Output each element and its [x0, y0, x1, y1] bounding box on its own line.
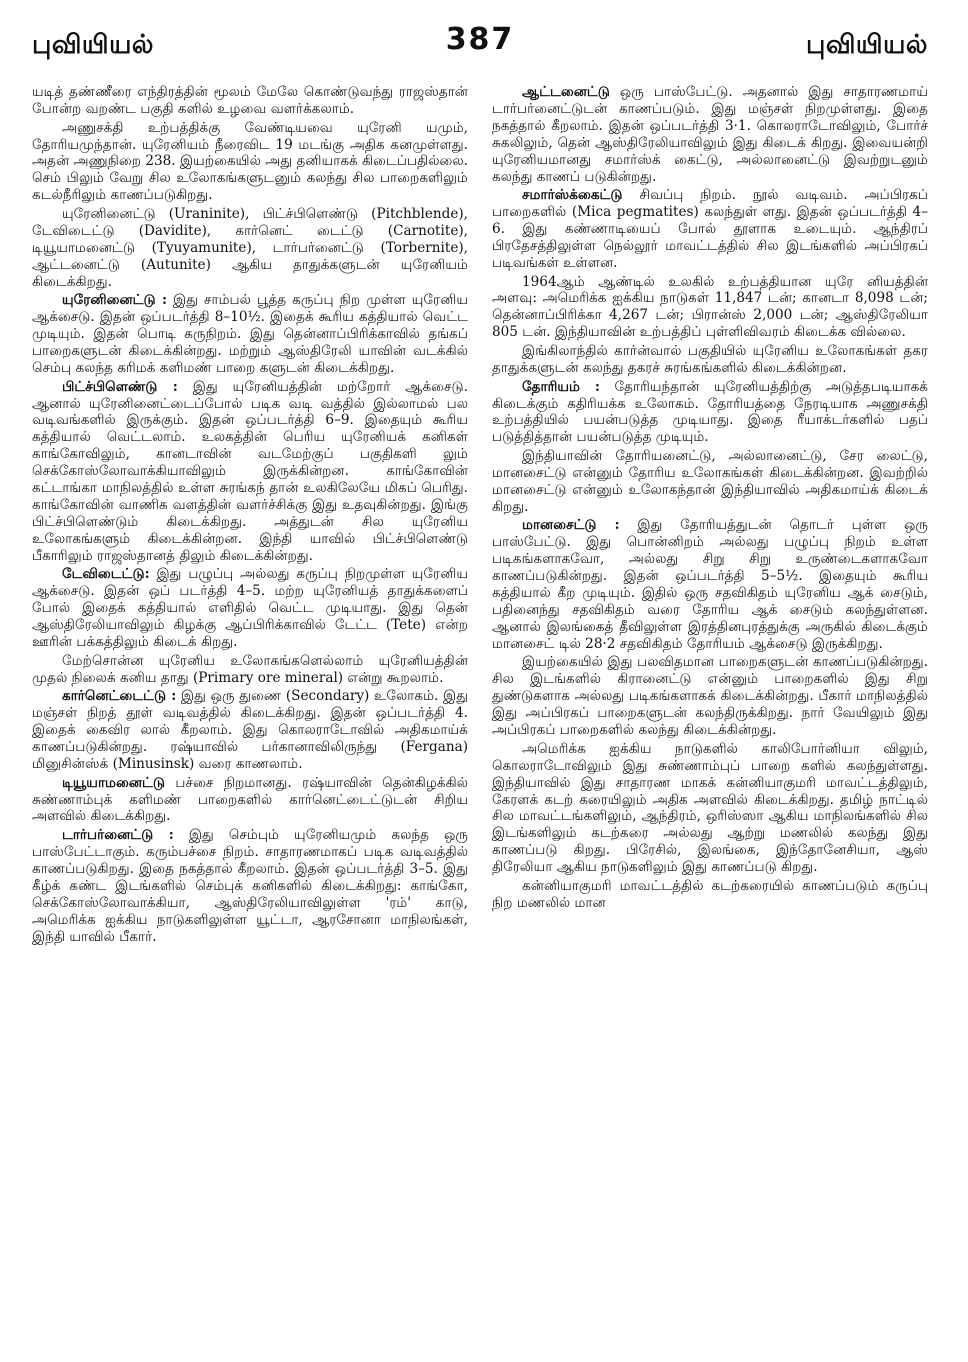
entry-term: மானசைட்டு :	[522, 517, 620, 534]
paragraph-text: இங்கிலாந்தில் கார்ன்வால் பகுதியில் யுரேனிய உலோகங்கள் தகர தாதுக்களுடன் கலந்து தகரச் சுரங்கங்களில் கிடைக்கின்றன.	[492, 342, 928, 376]
entry-term: கார்னெட்டைட்டு :	[62, 688, 177, 705]
paragraph	[492, 187, 928, 272]
entry-term: யுரேனினைட்டு :	[62, 292, 168, 309]
entry-term: தோரியம் :	[522, 378, 600, 395]
paragraph-text: இது செம்பும் யுரேனியமும் கலந்த ஒரு பாஸ்பேட்டாகும். கரும்பச்சை நிறம். சாதாரணமாகப் படிக வடிவத்தில் காணப்படுகிறது. இதை நகத்தால் கீறலாம். இதன் ஒப்படர்த்தி 3–5. இது கீழ்க் கண்ட இடங்களில் செம்புக் கனிகளில் கிடைக்கிறது: காங்கோ, செக்கோஸ்லோவாக்கியா, ஆஸ்திரேலியாவிலுள்ள 'ரம்' காடு, அமெரிக்க ஐக்கிய நாடுகளிலுள்ள யூட்டா, ஆரசோனா மாநிலங்கள், இந்தி யாவில் பீகார்.	[32, 827, 468, 945]
text-columns	[32, 84, 928, 1344]
paragraph-text: இயற்கையில் இது பலவிதமான பாறைகளுடன் காணப்படுகின்றது. சில இடங்களில் கிரானைட்டு என்னும் பாறைகளில் இது சிறு துண்டுகளாக அல்லது படிகங்களாகக் கிடைக்கின்றது. பீகார் மாநிலத்தில் இது அப்பிரகப் பாறைகளுடன் கலந்திருக்கிறது. நார் வேயிலும் இது அப்பிரகப் பாறைகளில் கலந்து கிடைக்கின்றது.	[492, 654, 928, 739]
paragraph-text: இது சாம்பல் பூத்த கருப்பு நிற முள்ள யுரேனிய ஆக்சைடு. இதன் ஒப்படர்த்தி 8–10½. இதைக் கூரிய கத்தியால் வெட்ட முடியும். இதன் பொடி கருநிறம். இது தென்னாப்பிரிக்காவில் தங்கப் பாறைகளுடன் கிடைக்கின்றது. மற்றும் ஆஸ்திரேலி யாவின் வடக்கில் செம்பு கலந்த கரிமக் களிமண் பாறை களுடன் கிடைக்கிறது.	[32, 292, 468, 376]
entry-term: டார்பர்னைட்டு :	[62, 827, 174, 844]
paragraph-text: பச்சை நிறமானது. ரஷ்யாவின் தென்கிழக்கில் சுண்ணாம்புக் களிமண் பாறைகளில் கார்னெட்டைட்டுடன் சிறிய அளவில் கிடைக்கிறது.	[32, 774, 468, 825]
entry-term: டியூயாமனைட்டு	[62, 774, 165, 791]
paragraph-text: சிவப்பு நிறம். நூல் வடிவம். அப்பிரகப் பாறைகளில் (Mica pegmatites) கலந்துள் ளது. இதன் ஒப்படர்த்தி 4–6. இது கண்ணாடியைப் போல் தூளாக உடையும். ஆந்திரப் பிரதேசத்திலுள்ள நெல்லூர் மாவட்டத்தில் சில இடங்களில் அப்பிரகப் படிவங்கள் உள்ளன.	[492, 187, 928, 271]
paragraph	[492, 274, 928, 342]
paragraph	[492, 517, 928, 652]
paragraph-text: கன்னியாகுமரி மாவட்டத்தில் கடற்கரையில் காணப்படும் கருப்பு நிற மணலில் மான	[492, 877, 928, 911]
paragraph-text: இது யுரேனியத்தின் மற்றோர் ஆக்சைடு. ஆனால் யுரேனினைட்டைப்போல் படிக வடி வத்தில் இல்லாமல் பல வடிவங்களில் இருக்கும். இதன் ஒப்படர்த்தி 6–9. இதையும் கூரிய கத்தியால் வெட்டலாம். உலகத்தின் பெரிய யுரேனியக் கனிகள் காங்கோவிலும், கானடாவின் வடமேற்குப் பகுதிகளி லும் செக்கோஸ்லோவாக்கியாவிலும் இருக்கின்றன. காங்கோவின் கட்டாங்கா மாநிலத்தில் உள்ள சுரங்கந் தான் உலகிலேயே மிகப் பெரிது. காங்கோவின் வாணிக வளத்தின் வளர்ச்சிக்கு இது உதவுகின்றது. இங்கு பிட்ச்பிளெண்டும் கிடைக்கிறது. அத்துடன் சில யுரேனிய உலோகங்களும் கிடைக்கின்றன. இந்தி யாவில் பிட்ச்பிளெண்டு பீகாரிலும் ராஜஸ்தானத் திலும் கிடைக்கின்றது.	[32, 378, 468, 564]
paragraph-text: இது தோரியத்துடன் தொடர் புள்ள ஒரு பாஸ்பேட்டு. இது பொன்னிறம் அல்லது பழுப்பு நிறம் உள்ள படிகங்களாகவோ, அல்லது சிறு சிறு உருண்டைகளாகவோ காணப்படுகின்றது. இதன் ஒப்படர்த்தி 5–5½. இதையும் கூரிய கத்தியால் கீற முடியும். இதில் ஒரு சதவிகிதம் யுரேனிய ஆக் சைடும், பதினைந்து சதவிகிதம் வரை தோரிய ஆக் சைடும் கலந்துள்ளன. ஆனால் இலங்கைத் தீவிலுள்ள இரத்தினபுரத்துக்கு அருகில் கிடைக்கும் மானசைட் டில் 28·2 சதவிகிதம் தோரியம் ஆக்சைடு இருக்கிறது.	[492, 517, 928, 652]
left-column	[32, 84, 468, 1344]
paragraph-text: யடித் தண்ணீரை எந்திரத்தின் மூலம் மேலே கொண்டுவந்து ராஜஸ்தான் போன்ற வறண்ட பகுதி களில் உழவை வளர்க்கலாம்.	[32, 84, 468, 117]
paragraph	[492, 379, 928, 447]
paragraph	[32, 379, 468, 565]
paragraph	[492, 654, 928, 739]
paragraph	[492, 84, 928, 185]
paragraph-text: அணுசக்தி உற்பத்திக்கு வேண்டியவை யுரேனி யமும், தோரியமுந்தான். யுரேனியம் நீரைவிட 19 மடங்கு அதிக கனமுள்ளது. அதன் அணுநிறை 238. இயற்கையில் அது தனியாகக் கிடைப்பதில்லை. செம் பிலும் வேறு சில உலோகங்களுடனும் கலந்து சில பாறைகளிலும் கடல்நீரிலும் காணப்படுகிறது.	[32, 119, 468, 204]
paragraph-text: ஒரு பாஸ்பேட்டு. அதனால் இது சாதாரணமாய் டார்பர்னைட்டுடன் காணப்படும். இது மஞ்சள் நிறமுள்ளது. இதை நகத்தால் கீறலாம். இதன் ஒப்படர்த்தி 3·1. கொலராடோவிலும், போர்ச் சுகலிலும், தென் ஆஸ்திரேலியாவிலும் இது கிடைக் கிறது. இவையன்றி யுரேனியமானது சமார்ஸ்க் கைட்டு, அல்லானைட்டு இவற்றுடனும் கலந்து காணப் படுகின்றது.	[492, 84, 928, 185]
running-title-left: புவியியல்	[32, 30, 154, 60]
paragraph	[32, 827, 468, 945]
paragraph-text: 1964ஆம் ஆண்டில் உலகில் உற்பத்தியான யுரே னியத்தின் அளவு: அமெரிக்க ஐக்கிய நாடுகள் 11,847 டன்; கானடா 8,098 டன்; தென்னாப்பிரிக்கா 4,267 டன்; பிரான்ஸ் 2,000 டன்; ஆஸ்திரேலியா 805 டன். இந்தியாவின் உற்பத்திப் புள்ளிவிவரம் கிடைக்க வில்லை.	[492, 273, 928, 341]
running-title-right: புவியியல்	[806, 30, 928, 60]
paragraph	[32, 206, 468, 291]
paragraph	[492, 448, 928, 516]
paragraph	[492, 878, 928, 912]
paragraph-text: தோரியந்தான் யுரேனியத்திற்கு அடுத்தபடியாகக் கிடைக்கும் கதிரியக்க உலோகம். தோரியத்தை நேரடியாக அணுசக்தி உற்பத்தியில் பயன்படுத்த முடியாது. இதை ரீயாக்டர்களில் பதப் படுத்தித்தான் பயன்படுத்த முடியும்.	[492, 378, 928, 446]
paragraph	[32, 688, 468, 773]
page-header	[32, 22, 928, 62]
right-column	[492, 84, 928, 1344]
paragraph	[32, 775, 468, 826]
paragraph	[32, 653, 468, 687]
paragraph	[492, 741, 928, 876]
page-number: 387	[445, 22, 515, 57]
paragraph-text: இந்தியாவின் தோரியனைட்டு, அல்லானைட்டு, சேர லைட்டு, மானசைட்டு என்னும் தோரிய உலோகங்கள் கிடைக்கின்றன. இவற்றில் மானசைட்டு என்னும் உலோகந்தான் இந்தியாவில் அதிகமாய்க் கிடைக் கிறது.	[492, 448, 928, 515]
paragraph-text: மேற்சொன்ன யுரேனிய உலோகங்களெல்லாம் யுரேனியத்தின் முதல் நிலைக் கனிய தாது (Primary ore mineral) என்று கூறலாம்.	[32, 652, 468, 686]
entry-term: சமார்ஸ்க்கைட்டு	[522, 187, 623, 204]
paragraph	[32, 120, 468, 205]
paragraph-text: அமெரிக்க ஐக்கிய நாடுகளில் காலிபோர்னியா விலும், கொலராடோவிலும் இது சுண்ணாம்புப் பாறை களில் கலந்துள்ளது. இந்தியாவில் இது சாதாரண மாகக் கன்னியாகுமரி மாவட்டத்திலும், கேரளக் கடற் கரையிலும் அதிக அளவில் கிடைக்கிறது. தமிழ் நாட்டில் சில மாவட்டங்களிலும், ஆந்திரம், ஒரிஸ்ஸா ஆகிய மாநிலங்களில் சில இடங்களிலும் கடற்கரை அல்லது ஆற்று மணலில் கலந்து இது காணப்படு கிறது. பிரேசில், இலங்கை, இந்தோனேசியா, ஆஸ் திரேலியா ஆகிய நாடுகளிலும் இது காணப்படு கிறது.	[492, 740, 928, 876]
paragraph	[492, 343, 928, 377]
paragraph	[32, 566, 468, 651]
entry-term: பிட்ச்பிளெண்டு :	[62, 378, 178, 395]
paragraph	[32, 292, 468, 377]
entry-term: டேவிடைட்டு:	[62, 566, 150, 583]
paragraph	[32, 84, 468, 118]
paragraph-text: யுரேனினைட்டு (Uraninite), பிட்ச்பிளெண்டு (Pitchblende), டேவிடைட்டு (Davidite), கார்னெட் டைட்டு (Carnotite), டியூயாமனைட்டு (Tyuyamunite), டார்பர்னைட்டு (Torbernite), ஆட்டனைட்டு (Autunite) ஆகிய தாதுக்களுடன் யுரேனியம் கிடைக்கிறது.	[32, 205, 468, 290]
paragraph-text: இது பழுப்பு அல்லது கருப்பு நிறமுள்ள யுரேனிய ஆக்சைடு. இதன் ஒப் படர்த்தி 4–5. மற்ற யுரேனியத் தாதுக்களைப் போல் இதைக் கத்தியால் எளிதில் வெட்ட முடியாது. இது தென் ஆஸ்திரேலியாவிலும் கிழக்கு ஆப்பிரிக்காவில் டேட்ட (Tete) என்ற ஊரின் பக்கத்திலும் கிடைக் கிறது.	[32, 566, 468, 650]
paragraph-text: இது ஒரு துணை (Secondary) உலோகம். இது மஞ்சள் நிறத் தூள் வடிவத்தில் கிடைக்கிறது. இதன் ஒப்படர்த்தி 4. இதைக் கைவிர லால் கீறலாம். இது கொலராடோவில் அதிகமாய்க் காணப்படுகின்றது. ரஷ்யாவில் பர்கானாவிலிருந்து (Fergana) மினுசின்ஸ்க் (Minusinsk) வரை காணலாம்.	[32, 688, 468, 772]
entry-term: ஆட்டனைட்டு	[522, 84, 610, 100]
